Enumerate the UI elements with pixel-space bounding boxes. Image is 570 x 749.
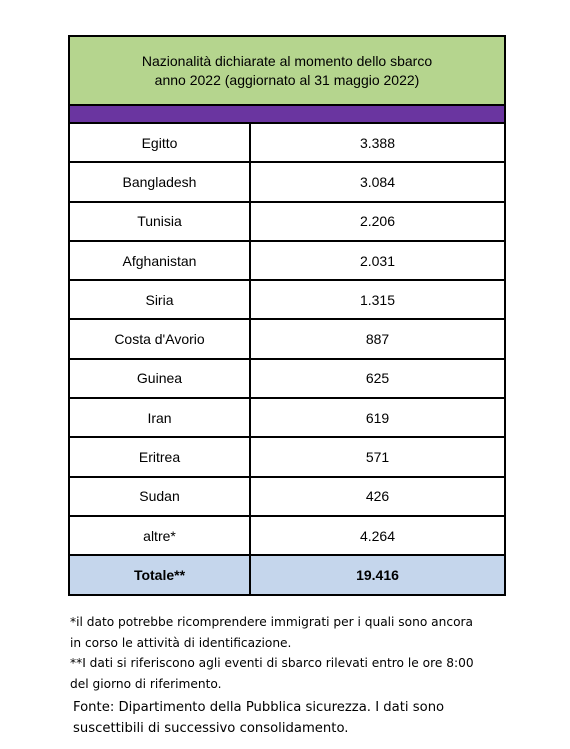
country-cell: altre* — [70, 517, 251, 554]
value-cell: 625 — [365, 370, 390, 387]
country-cell: Afghanistan — [70, 242, 251, 279]
footnotes — [70, 612, 540, 739]
total-row — [70, 556, 504, 594]
table-row — [70, 478, 504, 517]
value-cell: 2.206 — [359, 213, 396, 230]
value-cell: 571 — [365, 449, 390, 466]
table-row — [70, 163, 504, 202]
value-cell: 426 — [365, 488, 390, 505]
country-cell: Iran — [70, 399, 251, 436]
source-note-line1: Fonte: Dipartimento della Pubblica sicurezza. I dati sono — [73, 700, 445, 715]
table-row — [70, 281, 504, 320]
country-cell: Tunisia — [70, 203, 251, 240]
country-cell: Bangladesh — [70, 163, 251, 200]
value-cell: 1.315 — [359, 291, 396, 308]
country-cell: Guinea — [70, 360, 251, 397]
table-row — [70, 203, 504, 242]
table-row — [70, 399, 504, 438]
total-value: 19.416 — [356, 567, 399, 584]
footnote-identification-line2: in corso le attività di identificazione. — [70, 635, 292, 650]
total-label: Totale** — [70, 556, 251, 594]
country-cell: Eritrea — [70, 438, 251, 475]
table-row — [70, 517, 504, 556]
table-row — [70, 438, 504, 477]
header-divider-bar — [70, 106, 504, 124]
source-note-line2: suscettibili di successivo consolidamento. — [73, 721, 349, 736]
country-cell: Sudan — [70, 478, 251, 515]
footnote-identification-line1: *il dato potrebbe ricomprendere immigrati per i quali sono ancora — [70, 615, 474, 629]
table-row — [70, 124, 504, 163]
footnote-cutoff-line2: del giorno di riferimento. — [70, 676, 222, 691]
country-cell: Egitto — [70, 124, 251, 161]
country-cell: Costa d'Avorio — [70, 320, 251, 357]
value-cell: 3.388 — [359, 134, 396, 151]
country-cell: Siria — [70, 281, 251, 318]
table-row — [70, 360, 504, 399]
arrivals-table — [68, 35, 506, 596]
header-title-line2: anno 2022 (aggiornato al 31 maggio 2022) — [154, 71, 420, 88]
footnote-cutoff-line1: **I dati si riferiscono agli eventi di sbarco rilevati entro le ore 8:00 — [70, 656, 474, 670]
value-cell: 4.264 — [359, 527, 396, 544]
value-cell: 619 — [365, 409, 390, 426]
value-cell: 887 — [365, 331, 390, 348]
table-row — [70, 242, 504, 281]
value-cell: 3.084 — [359, 173, 396, 190]
table-header — [70, 37, 504, 106]
table-row — [70, 320, 504, 359]
header-title-line1: Nazionalità dichiarate al momento dello sbarco — [141, 52, 433, 69]
value-cell: 2.031 — [359, 252, 396, 269]
